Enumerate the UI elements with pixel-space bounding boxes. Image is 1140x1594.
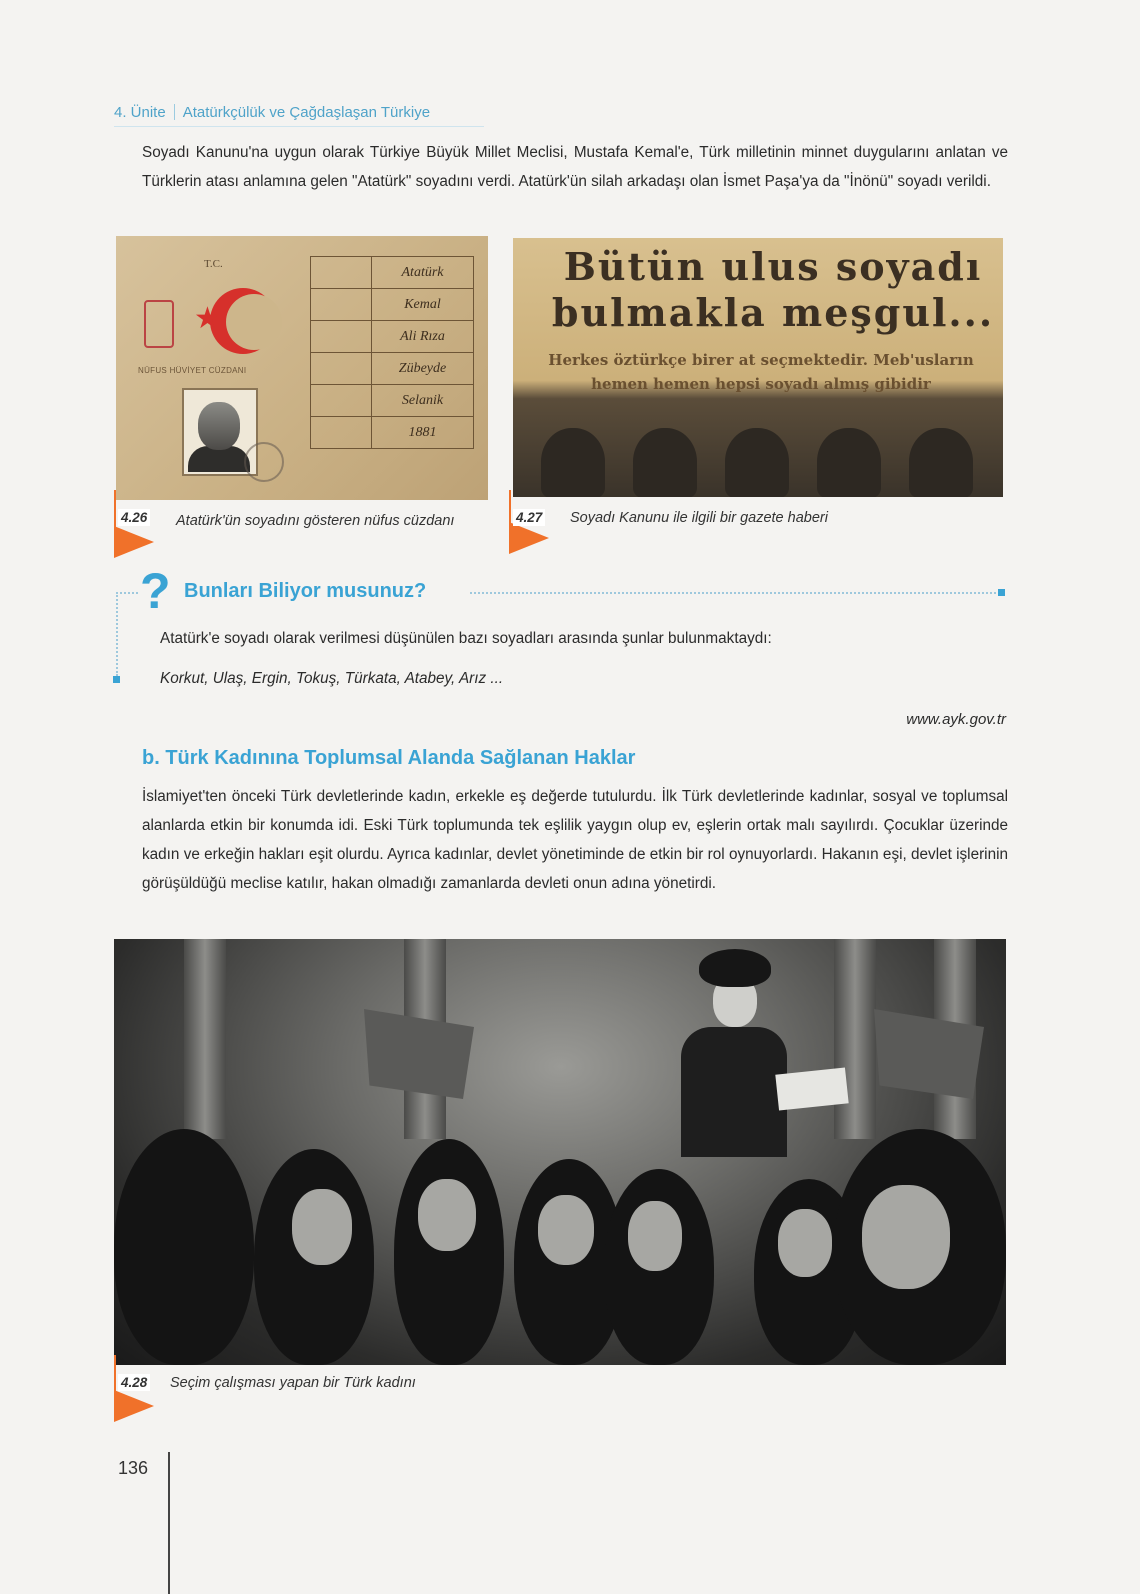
id-row: [311, 353, 474, 385]
figure-badge-arrow: [114, 1390, 154, 1422]
figure-badge-arrow: [114, 526, 154, 558]
id-row: [311, 321, 474, 353]
section-paragraph: İslamiyet'ten önceki Türk devletlerinde kadın, erkekle eş değerde tutulurdu. İlk Türk devletlerinde kadınlar, sosyal ve toplumsal alanlarda etkin bir konumda idi. Eski Türk toplumunda tek eşlilik yaygın olup ev, eşlerin ortak malı sayılırdı. Çocuklar üzerinde kadın ve erkeğin hakları eşit olurdu. Ayrıca kadınlar, devlet yönetiminde de etkin bir rol oynuyorlardı. Hakanın eşi, devlet işlerinin görüşüldüğü meclise katılır, hakan olmadığı zamanlarda devleti onun adına yönetirdi.: [142, 788, 1008, 892]
source-link: www.ayk.gov.tr: [906, 711, 1006, 728]
figure-caption: Soyadı Kanunu ile ilgili bir gazete haberi: [570, 510, 828, 526]
star-icon: ★: [194, 302, 221, 335]
section-title: b. Türk Kadınına Toplumsal Alanda Sağlanan Haklar: [142, 747, 636, 769]
crowd-photo: [114, 939, 1006, 1365]
id-value: Zübeyde: [372, 353, 474, 385]
id-value: Atatürk: [372, 257, 474, 289]
id-card-label: NÜFUS HÜVİYET CÜZDANI: [138, 366, 247, 375]
newspaper-subhead: Herkes öztürkçe birer at seçmektedir. Meb'usların hemen hemen hepsi soyadı almış gibidir: [548, 351, 974, 393]
running-header: [114, 104, 430, 121]
figure-number: 4.27: [513, 509, 545, 526]
newspaper-headline: Bütün ulus soyadı bulmakla meşgul...: [551, 244, 995, 335]
figure-number: 4.28: [118, 1374, 150, 1391]
page-rule: [168, 1452, 170, 1594]
info-box-title: Bunları Biliyor musunuz?: [184, 580, 427, 602]
stamp-icon: [244, 442, 284, 482]
newspaper-image: [513, 238, 1003, 497]
id-value: Ali Rıza: [372, 321, 474, 353]
id-card-tc: T.C.: [204, 258, 223, 270]
info-box-text: Atatürk'e soyadı olarak verilmesi düşünülen bazı soyadları arasında şunlar bulunmaktaydı:: [160, 630, 772, 647]
figure-badge-arrow: [509, 522, 549, 554]
unit-title: Atatürkçülük ve Çağdaşlaşan Türkiye: [182, 104, 431, 121]
id-row: [311, 289, 474, 321]
id-value: Kemal: [372, 289, 474, 321]
info-box-names: Korkut, Ulaş, Ergin, Tokuş, Türkata, Atabey, Arız ...: [160, 670, 504, 687]
id-row: [311, 385, 474, 417]
question-mark-icon: ?: [140, 563, 171, 619]
intro-paragraph: Soyadı Kanunu'na uygun olarak Türkiye Büyük Millet Meclisi, Mustafa Kemal'e, Türk milletinin minnet duygularını anlatan ve Türklerin atası anlamına gelen "Atatürk" soyadını verdi. Atatürk'ün silah arkadaşı olan İsmet Paşa'ya da "İnönü" soyadı verildi.: [142, 144, 1008, 190]
page-number: 136: [118, 1458, 149, 1478]
figure-caption: Seçim çalışması yapan bir Türk kadını: [170, 1375, 416, 1391]
box-corner-marker: [113, 676, 120, 683]
id-row: [311, 257, 474, 289]
figure-number: 4.26: [118, 509, 150, 526]
id-card-table: [310, 256, 474, 449]
unit-label: 4. Ünite: [114, 104, 166, 121]
emblem-icon: [144, 300, 174, 348]
speaker-figure: [689, 949, 779, 1149]
id-value: 1881: [372, 417, 474, 449]
newspaper-photo-strip: [513, 418, 1003, 497]
id-value: Selanik: [372, 385, 474, 417]
figure-caption: Atatürk'ün soyadını gösteren nüfus cüzdanı: [176, 513, 455, 529]
box-corner-marker: [998, 589, 1005, 596]
id-card-image: [116, 236, 488, 500]
id-row: [311, 417, 474, 449]
